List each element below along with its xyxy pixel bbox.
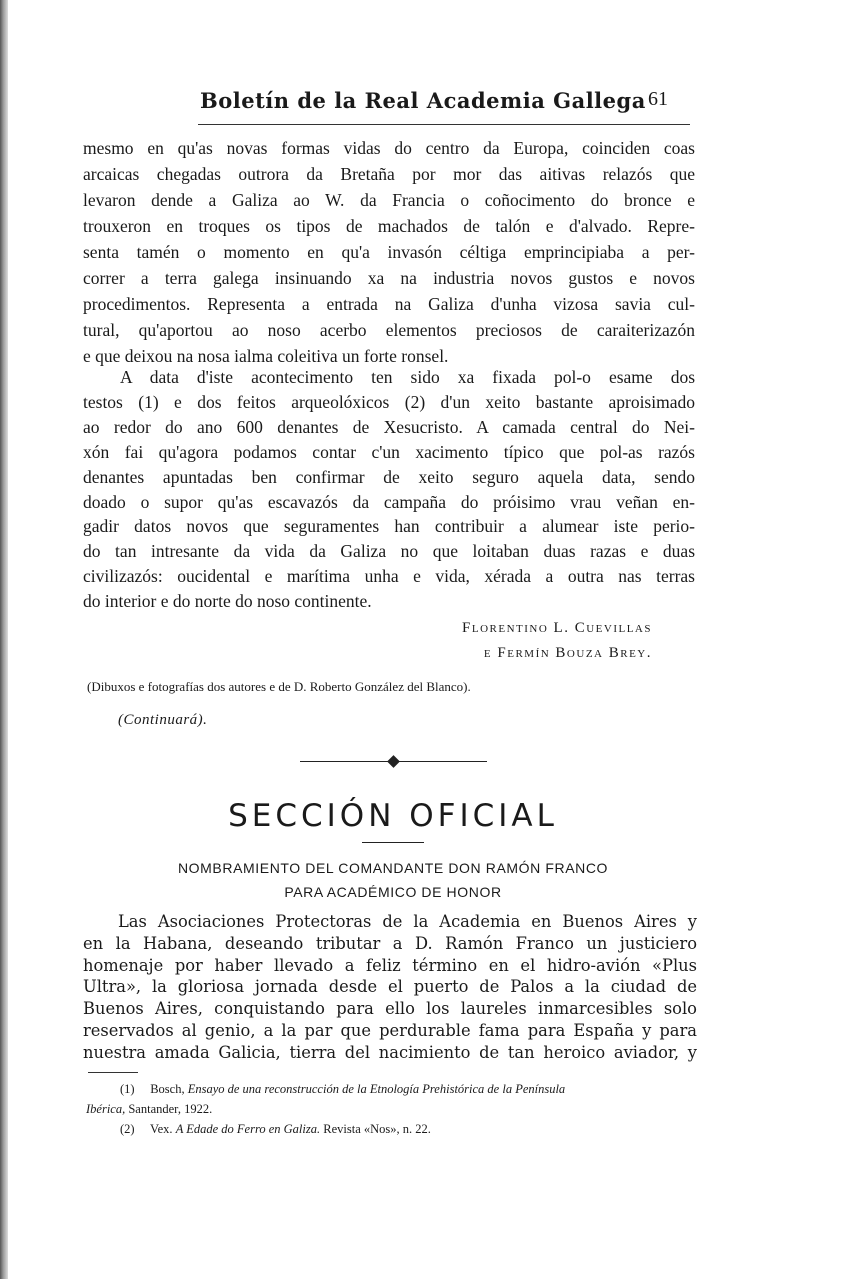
text-line: homenaje por haber llevado a feliz término en el hidro-avión «Plus bbox=[83, 955, 697, 975]
section-rule bbox=[362, 842, 424, 843]
journal-title: Boletín de la Real Academia Gallega bbox=[200, 88, 646, 113]
text-line: procedimentos. Representa a entrada na Galiza d'unha vizosa savia cul- bbox=[83, 294, 695, 314]
footnote-publisher: Revista «Nos», n. 22. bbox=[323, 1122, 431, 1136]
footnote-number: (1) bbox=[120, 1082, 135, 1096]
text-line: correr a terra galega insinuando xa na industria novos gustos e novos bbox=[83, 268, 695, 288]
section-title: SECCIÓN OFICIAL bbox=[228, 798, 558, 834]
text-line: testos (1) e dos feitos arqueolóxicos (2) d'un xeito bastante aproisimado bbox=[83, 391, 695, 412]
page-number: 61 bbox=[648, 88, 668, 110]
text-line: trouxeron en troques os tipos de machados de talón e d'alvado. Repre- bbox=[83, 216, 695, 236]
footnote-author: Vex. bbox=[149, 1122, 173, 1136]
scan-edge bbox=[0, 0, 8, 1279]
signature-line: Florentino L. Cuevillas bbox=[462, 620, 652, 636]
text-line: senta tamén o momento en qu'a invasón céltiga emprincipiaba a per- bbox=[83, 242, 695, 262]
footnote-rule bbox=[88, 1072, 138, 1073]
text-line: A data d'iste acontecimento ten sido xa fixada pol-o esame dos bbox=[120, 367, 695, 387]
text-line: Buenos Aires, conquistando para ello los laureles inmarcesibles solo bbox=[83, 999, 697, 1019]
text-line: e que deixou na nosa ialma coleitiva un forte ronsel. bbox=[83, 346, 449, 366]
article-subtitle: NOMBRAMIENTO DEL COMANDANTE DON RAMÓN FRANCO bbox=[177, 860, 609, 876]
text-line: mesmo en qu'as novas formas vidas do centro da Europa, coinciden coas bbox=[83, 138, 695, 158]
text-line: Ultra», la gloriosa jornada desde el puerto de Palos a la ciudad de bbox=[83, 977, 697, 997]
text-line: en la Habana, deseando tributar a D. Ramón Franco un justiciero bbox=[83, 933, 697, 953]
ornament-diamond-icon bbox=[387, 755, 400, 768]
text-line: xón fai qu'agora podamos contar c'un xacimento típico que pol-as razós bbox=[83, 441, 695, 462]
footnote-title: Ibérica, bbox=[86, 1102, 126, 1116]
text-line: doado o supor qu'as escavazós da campaña do próisimo vrau veñan en- bbox=[83, 491, 695, 512]
header-rule bbox=[198, 124, 690, 125]
illustration-credit: (Dibuxos e fotografías dos autores e de D. Roberto González del Blanco). bbox=[87, 679, 471, 694]
text-line: gadir datos novos que seguramentes han contribuir a alumear iste perio- bbox=[83, 516, 695, 537]
footnote-title: A Edade do Ferro en Galiza. bbox=[175, 1122, 321, 1136]
text-line: tural, qu'aportou ao noso acerbo elementos preciosos de caraiterizazón bbox=[83, 320, 695, 340]
text-line: civilizazós: oucidental e marítima unha e vida, xérada a outra nas terras bbox=[83, 566, 695, 587]
footnote-1-cont bbox=[86, 1102, 212, 1117]
footnote-1 bbox=[120, 1082, 565, 1097]
text-line: nuestra amada Galicia, tierra del nacimiento de tan heroico aviador, y bbox=[83, 1042, 697, 1062]
text-line: levaron dende a Galiza ao W. da Francia o coñocimento do bronce e bbox=[83, 190, 695, 210]
text-line: do interior e do norte do noso continente. bbox=[83, 591, 372, 612]
continued-note: (Continuará). bbox=[118, 712, 208, 728]
footnote-title: Ensayo de una reconstrucción de la Etnología Prehistórica de la Península bbox=[187, 1082, 566, 1096]
text-line: denantes apuntadas ben confirmar de xeito seguro aquela data, sendo bbox=[83, 466, 695, 487]
text-line: reservados al genio, a la par que perdurable fama para España y para bbox=[83, 1021, 697, 1040]
footnote-publisher: Santander, 1922. bbox=[128, 1102, 213, 1116]
footnote-number: (2) bbox=[120, 1122, 135, 1136]
text-line: Las Asociaciones Protectoras de la Academia en Buenos Aires y bbox=[118, 912, 697, 931]
footnote-2 bbox=[120, 1122, 431, 1137]
text-line: ao redor do ano 600 denantes de Xesucristo. A camada central do Nei- bbox=[83, 416, 695, 437]
footnote-author: Bosch, bbox=[150, 1082, 185, 1096]
running-header bbox=[200, 88, 690, 118]
text-line: arcaicas chegadas outrora da Bretaña por mor das aitivas relazós que bbox=[83, 164, 695, 184]
article-subtitle: PARA ACADÉMICO DE HONOR bbox=[284, 884, 502, 900]
text-line: do tan intresante da vida da Galiza no que loitaban duas razas e duas bbox=[83, 541, 695, 562]
signature-line: e Fermín Bouza Brey. bbox=[483, 645, 652, 661]
